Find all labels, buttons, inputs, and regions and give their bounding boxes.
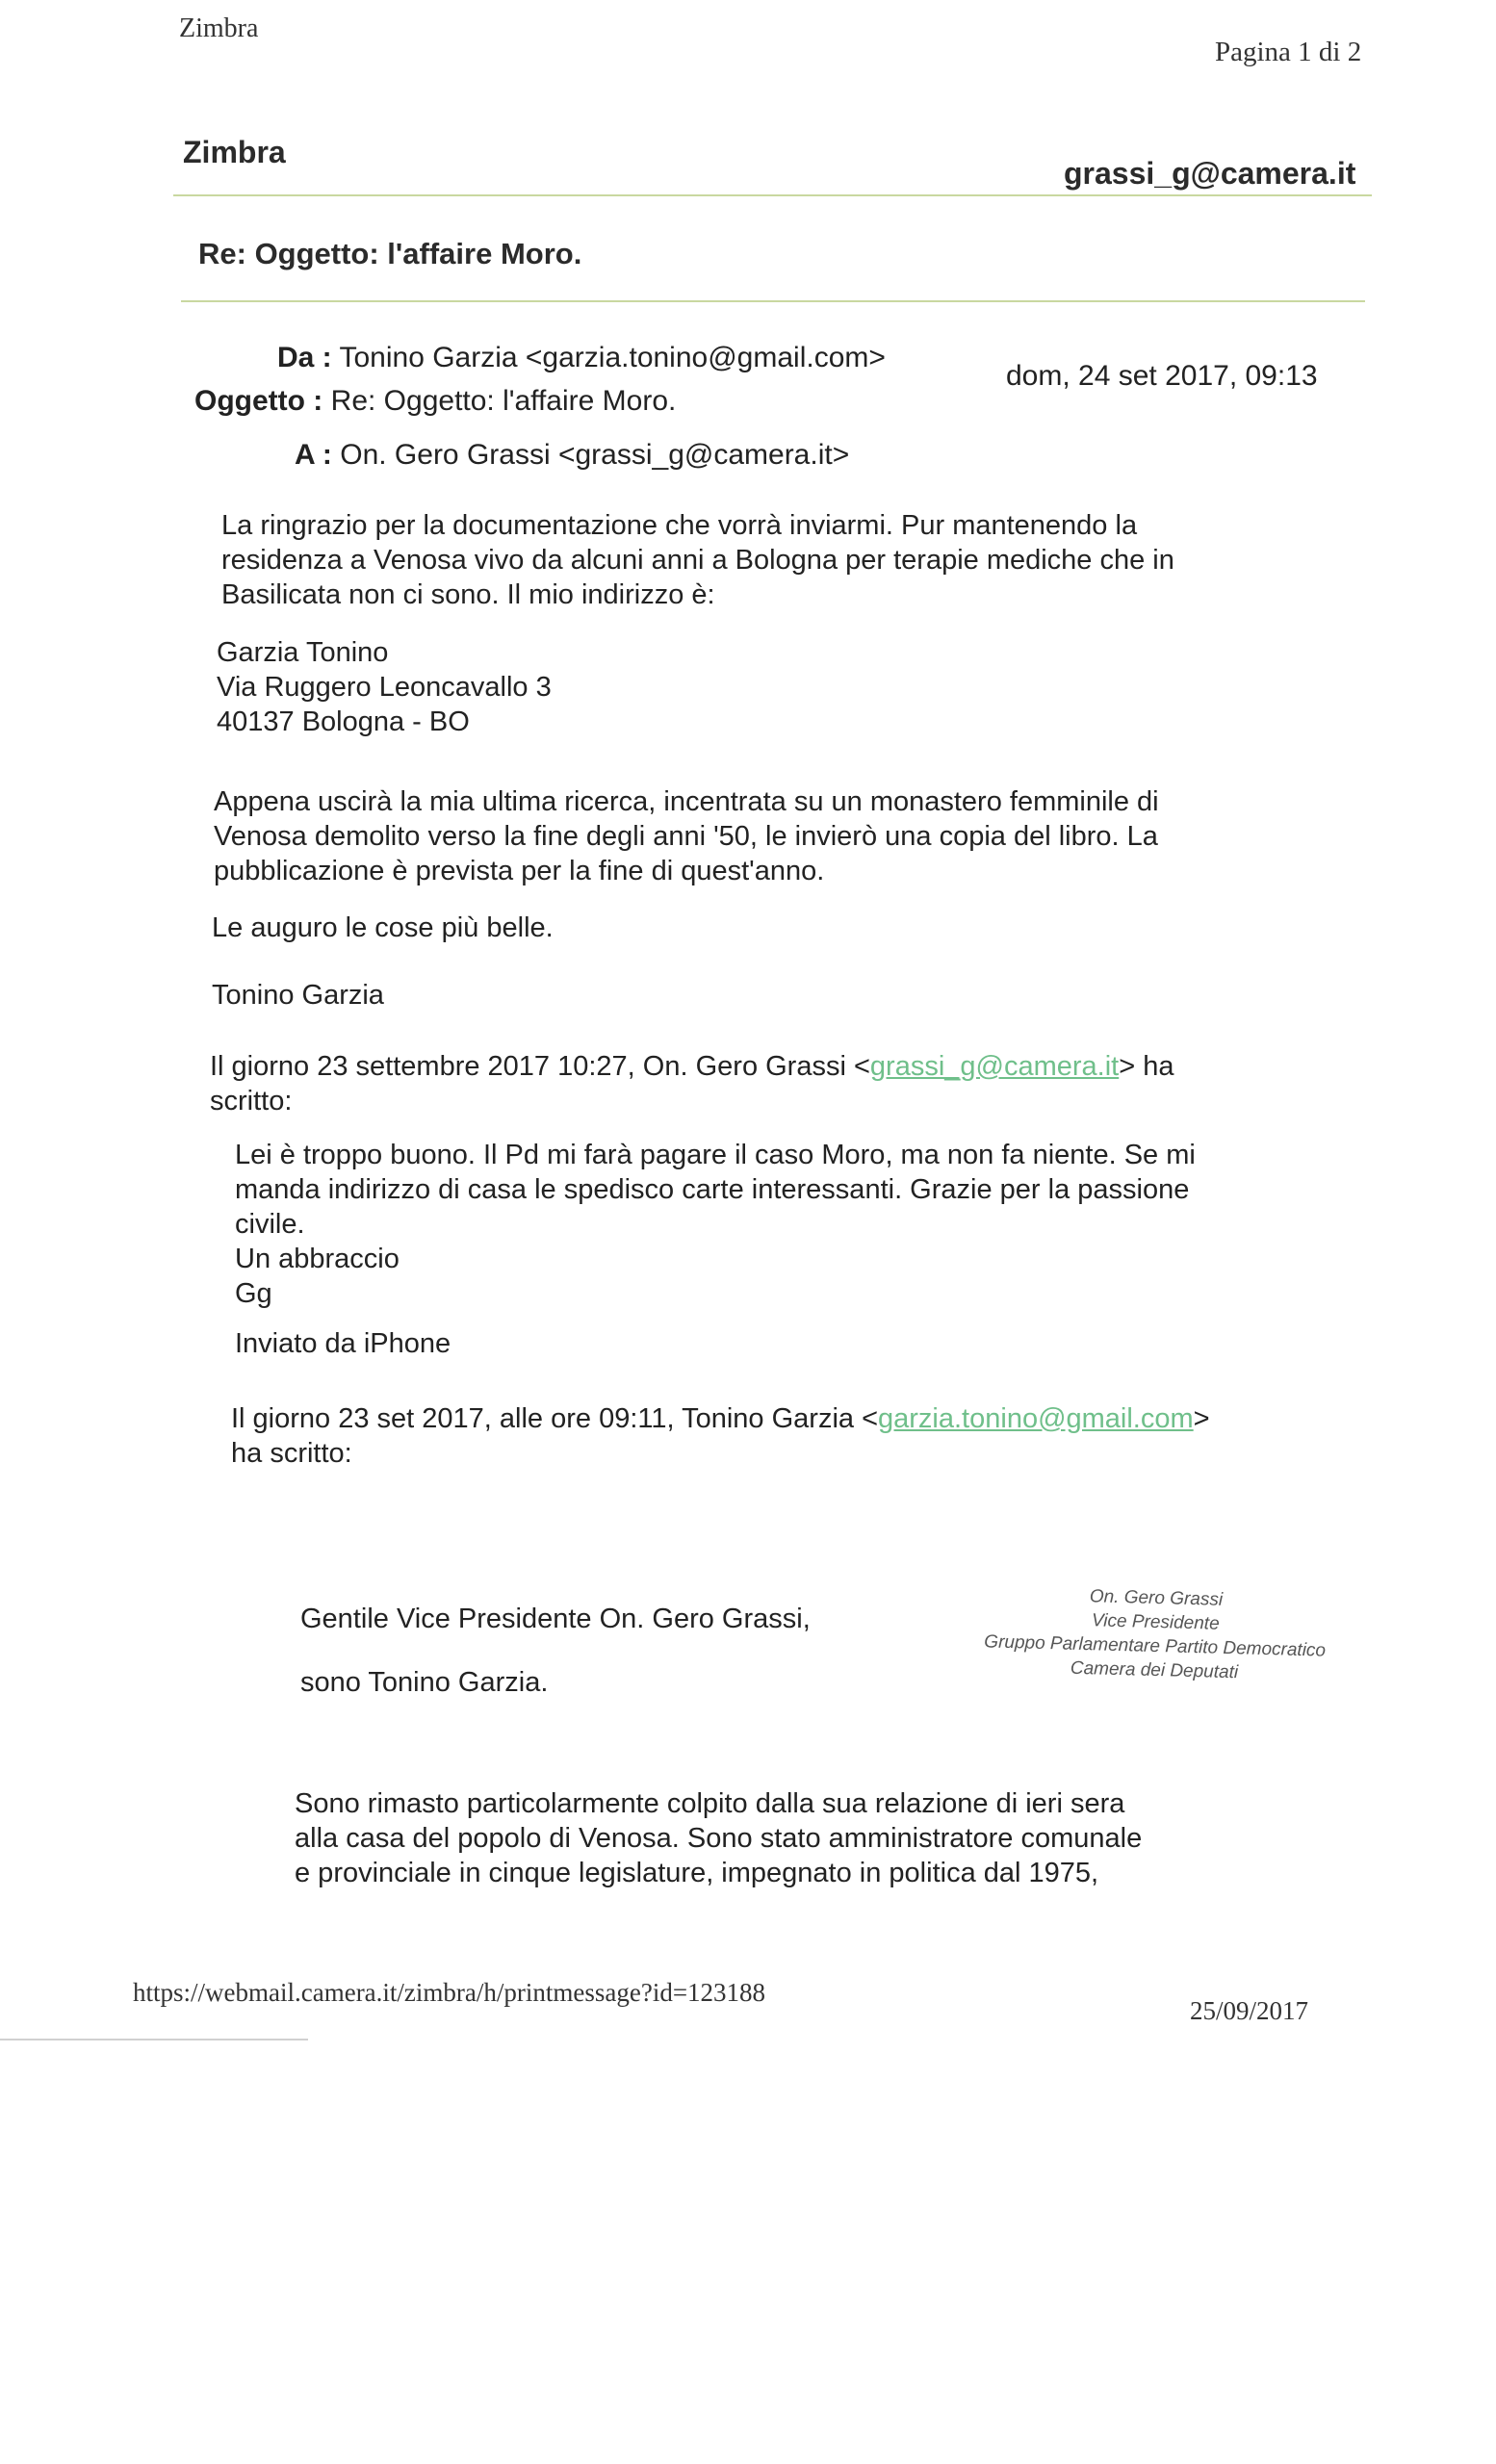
paragraph-2 (214, 784, 1159, 888)
quote-header-2-line (231, 1401, 1210, 1436)
original-line: Sono rimasto particolarmente colpito dalla sua relazione di ieri sera (295, 1788, 1125, 1819)
message-date: dom, 24 set 2017, 09:13 (1006, 360, 1318, 392)
body-line: Basilicata non ci sono. Il mio indirizzo è: (221, 579, 715, 610)
print-header-app: Zimbra (179, 13, 259, 43)
from-label: Da : (277, 342, 332, 373)
subject-value: Re: Oggetto: l'affaire Moro. (330, 385, 677, 417)
quote-text: scritto: (210, 1086, 293, 1116)
to-row (295, 439, 849, 472)
stamp-line: Gruppo Parlamentare Partito Democratico (984, 1631, 1327, 1661)
official-stamp (952, 1581, 1358, 1688)
body-line: residenza a Venosa vivo da alcuni anni a Bologna per terapie mediche che in (221, 545, 1174, 576)
original-line: e provinciale in cinque legislature, impegnato in politica dal 1975, (295, 1858, 1099, 1888)
quote-text: Il giorno 23 set 2017, alle ore 09:11, Tonino Garzia < (231, 1403, 879, 1434)
body-line: La ringrazio per la documentazione che vorrà inviarmi. Pur mantenendo la (221, 510, 1138, 541)
stamp-line: Camera dei Deputati (1070, 1657, 1239, 1683)
reply-line: Gg (235, 1278, 272, 1309)
to-value: On. Gero Grassi <grassi_g@camera.it> (340, 439, 850, 471)
subject-row (194, 385, 676, 418)
closing-line: Le auguro le cose più belle. (212, 912, 554, 943)
reply-line: Un abbraccio (235, 1244, 400, 1274)
quote-text: Il giorno 23 settembre 2017 10:27, On. Gero Grassi < (210, 1051, 870, 1082)
signature: Tonino Garzia (212, 980, 384, 1011)
print-page-number: Pagina 1 di 2 (1215, 37, 1362, 67)
body-line: Venosa demolito verso la fine degli anni '50, le invierò una copia del libro. La (214, 821, 1158, 852)
print-footer-url: https://webmail.camera.it/zimbra/h/printmessage?id=123188 (133, 1978, 766, 2007)
print-footer-date: 25/09/2017 (1190, 1996, 1309, 2025)
sent-from: Inviato da iPhone (235, 1328, 451, 1359)
account-address: grassi_g@camera.it (1064, 156, 1356, 191)
stamp-line: On. Gero Grassi (1089, 1586, 1224, 1610)
body-line: pubblicazione è prevista per la fine di quest'anno. (214, 856, 825, 886)
garzia-email-link[interactable]: garzia.tonino@gmail.com (878, 1403, 1194, 1434)
address-city: 40137 Bologna - BO (217, 706, 470, 737)
quote-header-1-line (210, 1049, 1174, 1084)
original-intro: sono Tonino Garzia. (300, 1667, 549, 1698)
reply-line: civile. (235, 1209, 305, 1240)
from-row (277, 342, 886, 374)
original-line: alla casa del popolo di Venosa. Sono stato amministratore comunale (295, 1823, 1143, 1854)
quote-text: > ha (1119, 1051, 1174, 1082)
page-edge-line (0, 2039, 308, 2040)
address-block (217, 635, 552, 739)
original-paragraph (295, 1786, 1142, 1890)
header-divider (173, 194, 1372, 196)
to-label: A : (295, 439, 332, 471)
subject-divider (181, 300, 1365, 302)
subject-label: Oggetto : (194, 385, 323, 417)
body-line: Appena uscirà la mia ultima ricerca, incentrata su un monastero femminile di (214, 786, 1159, 817)
original-greeting: Gentile Vice Presidente On. Gero Grassi, (300, 1604, 811, 1634)
grassi-email-link[interactable]: grassi_g@camera.it (869, 1051, 1120, 1082)
address-name: Garzia Tonino (217, 637, 389, 668)
app-title: Zimbra (183, 135, 286, 169)
reply-line: manda indirizzo di casa le spedisco carte interessanti. Grazie per la passione (235, 1174, 1190, 1205)
reply-block (235, 1138, 1196, 1311)
message-subject: Re: Oggetto: l'affaire Moro. (198, 237, 582, 270)
paragraph-1 (221, 508, 1174, 612)
quote-text: > (1193, 1403, 1210, 1434)
quote-text: ha scritto: (231, 1438, 352, 1469)
quote-header-2 (231, 1401, 1210, 1471)
quote-header-1 (210, 1049, 1174, 1118)
from-value: Tonino Garzia <garzia.tonino@gmail.com> (339, 342, 886, 373)
address-street: Via Ruggero Leoncavallo 3 (217, 672, 552, 703)
stamp-line: Vice Presidente (1091, 1610, 1220, 1634)
reply-line: Lei è troppo buono. Il Pd mi farà pagare il caso Moro, ma non fa niente. Se mi (235, 1140, 1196, 1170)
